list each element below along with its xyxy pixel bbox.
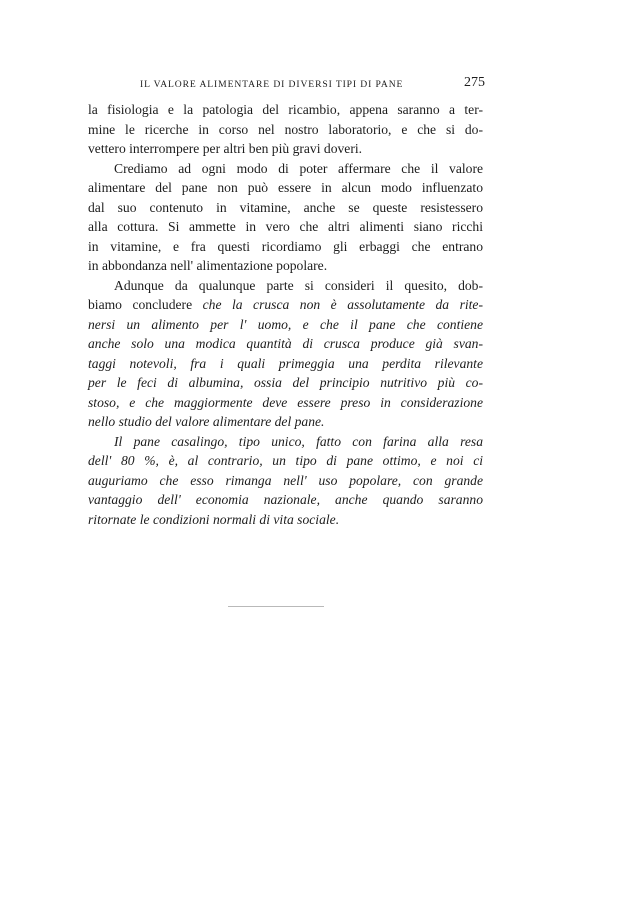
text-line: alla cottura. Si ammette in vero che altri alimenti siano ricchi [88,219,483,234]
section-divider [228,606,324,607]
text-line: taggi notevoli, fra i quali primeggia una perdita rilevante [88,355,483,371]
text-line: dal suo contenuto in vitamine, anche se queste resistessero [88,199,483,215]
text-line: stoso, e che maggiormente deve essere preso in considerazione [88,394,483,410]
text-line: nersi un alimento per l' uomo, e che il pane che contiene [88,316,483,332]
text-line: in vitamine, e fra questi ricordiamo gli erbaggi che entrano [88,238,483,254]
text-line: ritornate le condizioni normali di vita sociale. [88,511,340,527]
text-line: auguriamo che esso rimanga nell' uso popolare, con grande [88,472,483,488]
text-fragment: biamo concludere [88,297,193,312]
text-line: Adunque da qualunque parte si consideri il quesito, dob- [114,277,483,293]
text-line: mine le ricerche in corso nel nostro laboratorio, e che si do- [88,121,483,137]
page-number: 275 [464,75,485,90]
text-line: vantaggio dell' economia nazionale, anche quando saranno [88,492,483,507]
text-line: nello studio del valore alimentare del pane. [88,414,325,429]
text-line: Crediamo ad ogni modo di poter affermare che il valore [114,160,483,176]
text-line: per le feci di albumina, ossia del principio nutritivo più co- [88,375,483,390]
running-header [140,75,485,95]
italic-fragment: che la crusca non è assolutamente da rite- [202,297,483,312]
text-line: vettero interrompere per altri ben più gravi doveri. [88,141,363,156]
text-line: in abbondanza nell' alimentazione popolare. [88,258,328,273]
text-line [88,295,483,315]
text-line: la fisiologia e la patologia del ricambio, appena saranno a ter- [88,102,483,117]
text-line: alimentare del pane non può essere in alcun modo influenzato [88,180,483,195]
text-line: anche solo una modica quantità di crusca produce già svan- [88,336,483,351]
body-text [88,100,483,529]
text-line: Il pane casalingo, tipo unico, fatto con farina alla resa [114,433,483,449]
text-line: dell' 80 %, è, al contrario, un tipo di pane ottimo, e noi ci [88,453,483,468]
running-title: IL VALORE ALIMENTARE DI DIVERSI TIPI DI PANE [140,79,404,90]
